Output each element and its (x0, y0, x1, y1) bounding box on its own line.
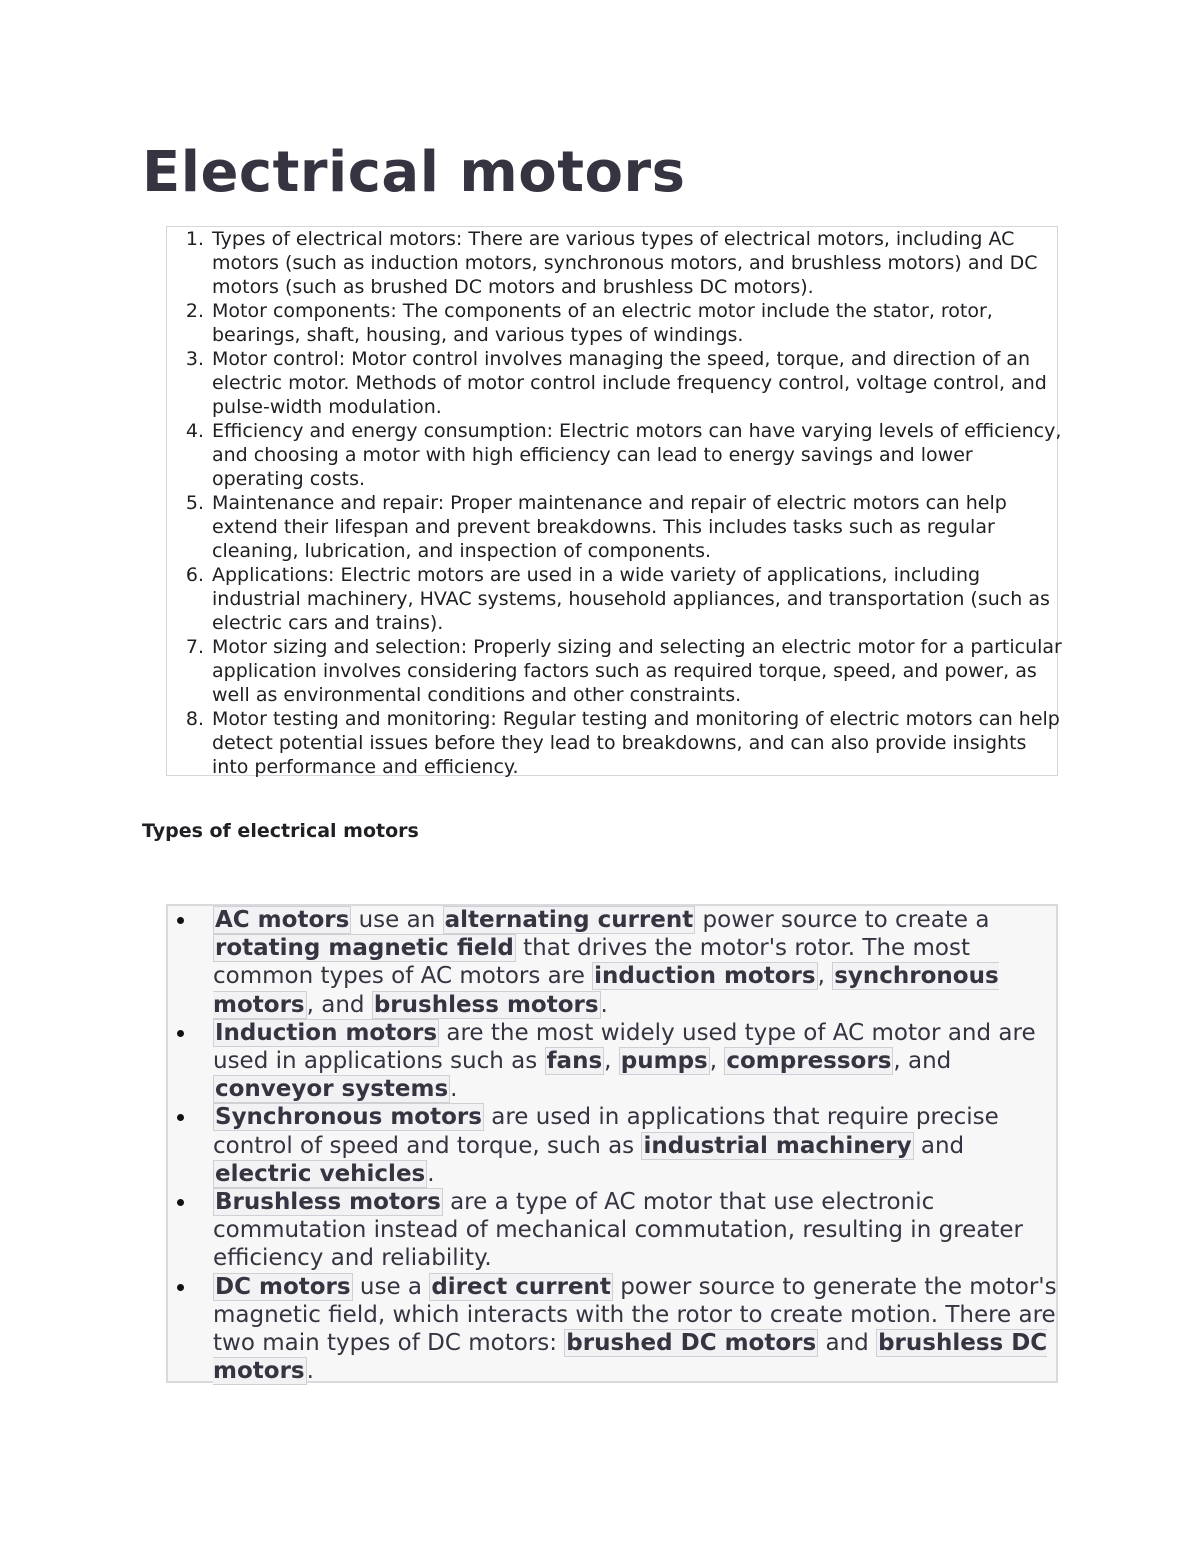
keyword: brushed DC motors (566, 1330, 817, 1357)
list-item-text: Motor control: Motor control involves managing the speed, torque, and direction of an electric motor. Methods of motor control include frequency control, voltage control, and pulse-width modulation. (212, 348, 1047, 418)
text-run: . (427, 1160, 435, 1187)
list-item (167, 635, 1062, 707)
list-item-text: Motor sizing and selection: Properly sizing and selecting an electric motor for a particular application involves considering factors such as required torque, speed, and power, as well as environmental conditions and other constraints. (212, 636, 1062, 706)
list-item-number: 4. (185, 420, 204, 442)
text-run: , (817, 963, 833, 990)
motor-types-list (168, 906, 1063, 1385)
text-run: , (709, 1048, 725, 1075)
keyword: fans (546, 1048, 603, 1075)
keyword: brushless DC motors (213, 1330, 1048, 1385)
keyword: pumps (620, 1048, 708, 1075)
text-run: use an (351, 907, 443, 933)
list-item-number: 1. (185, 228, 204, 250)
list-item-number: 3. (185, 348, 204, 370)
text-run: are a type of AC motor that use electronic commutation instead of mechanical commutation, resulting in greater efficiency and reliability. (213, 1189, 1024, 1272)
keyword: electric vehicles (215, 1160, 426, 1187)
keyword: compressors (726, 1048, 892, 1075)
list-item-number: 7. (185, 636, 204, 658)
section-heading: Types of electrical motors (142, 820, 419, 842)
list-item-number: 6. (185, 564, 204, 586)
bullet-icon (177, 1199, 184, 1206)
topics-list-box (166, 226, 1062, 778)
list-item (167, 227, 1062, 299)
keyword: Induction motors (215, 1019, 438, 1046)
text-run: power source to create a (695, 907, 990, 933)
text-run: are the most widely used type of AC motor and are used in applications such as (213, 1019, 1036, 1075)
text-run: . (450, 1076, 458, 1103)
text-run: , (604, 1048, 619, 1075)
keyword: conveyor systems (215, 1076, 449, 1103)
text-run: , and (893, 1048, 952, 1075)
text-run: power source to generate the motor's magnetic field, which interacts with the rotor to create motion. There are two main types of DC motors: (213, 1273, 1057, 1357)
text-run: and (818, 1330, 877, 1357)
list-item-number: 5. (185, 492, 204, 514)
list-item (167, 347, 1062, 419)
keyword: AC motors (215, 907, 350, 933)
motor-types-box (166, 904, 1058, 1383)
page-title: Electrical motors (142, 140, 686, 205)
keyword: brushless motors (373, 991, 599, 1018)
text-run: , and (306, 991, 372, 1018)
list-item (167, 563, 1062, 635)
text-run: use a (352, 1273, 430, 1300)
text-run: and (913, 1132, 965, 1159)
list-item-text: Motor components: The components of an electric motor include the stator, rotor, bearings, shaft, housing, and various types of windings. (212, 300, 993, 346)
list-item (167, 707, 1062, 779)
list-item (168, 1103, 1063, 1188)
keyword: alternating current (444, 907, 694, 933)
list-item-text: Motor testing and monitoring: Regular testing and monitoring of electric motors can help detect potential issues before they lead to breakdowns, and can also provide insights into performance and efficiency. (212, 708, 1060, 778)
list-item-text: Maintenance and repair: Proper maintenance and repair of electric motors can help extend their lifespan and prevent breakdowns. This includes tasks such as regular cleaning, lubrication, and inspection of components. (212, 492, 1007, 562)
list-item-text: Efficiency and energy consumption: Electric motors can have varying levels of efficiency, and choosing a motor with high efficiency can lead to energy savings and lower operating costs. (212, 420, 1062, 490)
list-item-number: 8. (185, 708, 204, 730)
bullet-icon (177, 1030, 184, 1037)
bullet-icon (177, 1114, 184, 1121)
list-item (167, 491, 1062, 563)
bullet-icon (177, 917, 184, 924)
keyword: direct current (431, 1273, 611, 1300)
list-item-text: Types of electrical motors: There are various types of electrical motors, including AC motors (such as induction motors, synchronous motors, and brushless motors) and DC motors (such as brushed DC motors and brushless DC motors). (212, 228, 1038, 298)
list-item (168, 1188, 1063, 1273)
keyword: induction motors (594, 963, 816, 990)
list-item-text: Applications: Electric motors are used in a wide variety of applications, including industrial machinery, HVAC systems, household appliances, and transportation (such as electric cars and trains). (212, 564, 1050, 634)
text-run: . (306, 1358, 314, 1385)
text-run: that drives the motor's rotor. The most common types of AC motors are (213, 935, 970, 990)
keyword: industrial machinery (643, 1132, 912, 1159)
keyword: rotating magnetic field (215, 935, 514, 962)
bullet-icon (177, 1284, 184, 1291)
keyword: synchronous motors (213, 963, 999, 1018)
keyword: DC motors (215, 1273, 351, 1300)
text-run: are used in applications that require precise control of speed and torque, such as (213, 1104, 999, 1159)
list-item-number: 2. (185, 300, 204, 322)
keyword: Synchronous motors (215, 1104, 482, 1131)
list-item (168, 1019, 1063, 1104)
topics-list (167, 227, 1062, 779)
text-run: . (600, 991, 608, 1018)
list-item (168, 906, 1063, 1019)
keyword: Brushless motors (215, 1189, 441, 1216)
list-item (167, 419, 1062, 491)
list-item (168, 1273, 1063, 1386)
list-item (167, 299, 1062, 347)
